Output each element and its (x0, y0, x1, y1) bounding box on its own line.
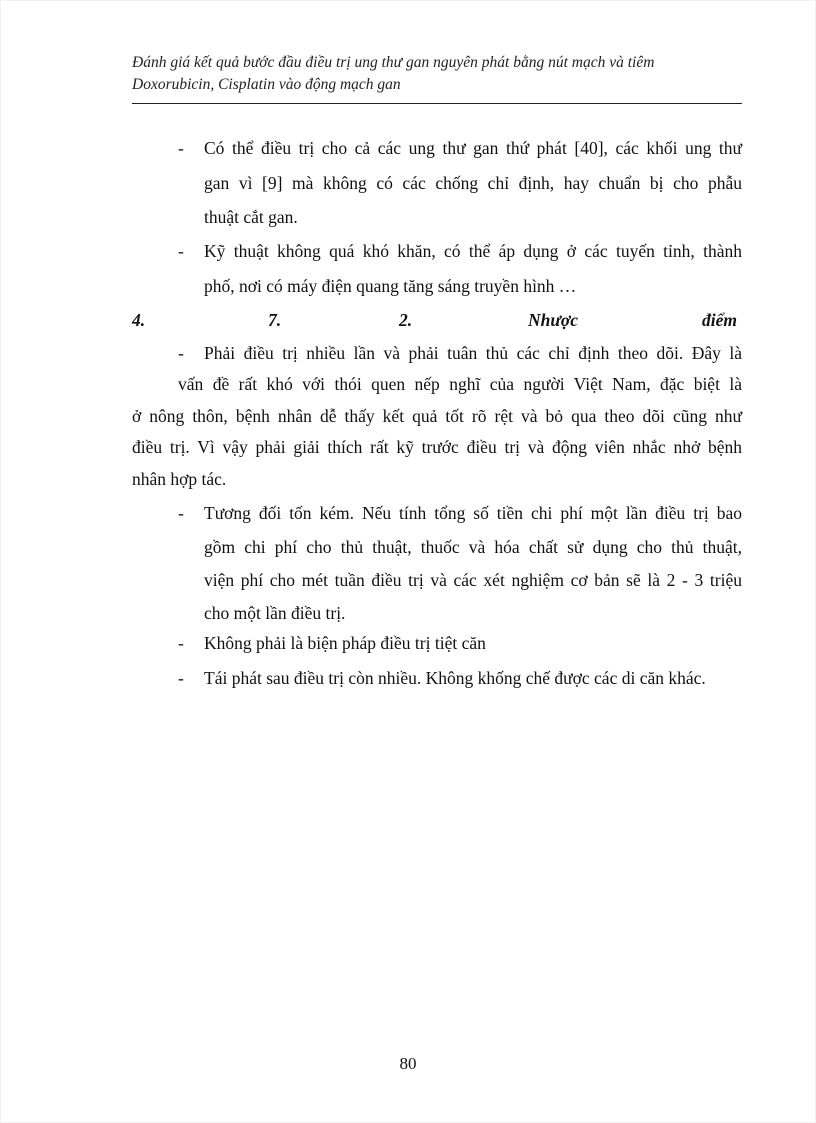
page-number: 80 (399, 1054, 417, 1073)
heading-word-2: điểm (702, 310, 737, 330)
heading-word-1: Nhược (528, 310, 579, 330)
adv-item2-line2: phố, nơi có máy điện quang tăng sáng truyền hình … (204, 276, 577, 296)
dis-item2-line4: cho một lần điều trị. (204, 603, 346, 623)
adv-item1-line3: thuật cắt gan. (204, 207, 298, 227)
dis-item1-line4: điều trị. Vì vậy phải giải thích rất kỹ trước điều trị và động viên nhắc nhở bệnh (132, 437, 742, 457)
adv-item2-line1: Kỹ thuật không quá khó khăn, có thể áp dụng ở các tuyến tỉnh, thành (204, 241, 742, 261)
dis-item3-line1: Không phải là biện pháp điều trị tiệt căn (204, 633, 486, 653)
dis-item1-line1: Phải điều trị nhiều lần và phải tuân thủ các chỉ định theo dõi. Đây là (204, 343, 742, 363)
heading-num-3: 2. (399, 310, 413, 330)
bullet-marker: - (178, 138, 184, 158)
heading-num-2: 7. (268, 310, 282, 330)
bullet-marker: - (178, 241, 184, 261)
heading-num-1: 4. (132, 310, 146, 330)
dis-item2-line2: gồm chi phí cho thủ thuật, thuốc và hóa chất sử dụng cho thủ thuật, (204, 537, 742, 557)
dis-item2-line3: viện phí cho mét tuần điều trị và các xét nghiệm cơ bản sẽ là 2 - 3 triệu (204, 570, 742, 590)
dis-item1-line3: ở nông thôn, bệnh nhân dễ thấy kết quả tốt rõ rệt và bỏ qua theo dõi cũng như (132, 406, 742, 426)
bullet-marker: - (178, 343, 184, 363)
header-line-1: Đánh giá kết quả bước đầu điều trị ung thư gan nguyên phát bằng nút mạch và tiêm (132, 54, 655, 71)
bullet-marker: - (178, 668, 184, 688)
adv-item1-line1: Có thể điều trị cho cả các ung thư gan thứ phát [40], các khối ung thư (204, 138, 742, 158)
header-rule (132, 103, 742, 104)
bullet-marker: - (178, 503, 184, 523)
header-line-2: Doxorubicin, Cisplatin vào động mạch gan (132, 76, 401, 93)
running-header (132, 52, 742, 96)
dis-item2-line1: Tương đối tốn kém. Nếu tính tổng số tiền chi phí một lần điều trị bao (204, 503, 742, 523)
dis-item4-line1: Tái phát sau điều trị còn nhiều. Không khống chế được các di căn khác. (204, 668, 706, 688)
bullet-marker: - (178, 633, 184, 653)
dis-item1-line5: nhân hợp tác. (132, 469, 227, 489)
dis-item1-line2: vấn đề rất khó với thói quen nếp nghĩ của người Việt Nam, đặc biệt là (178, 374, 742, 394)
adv-item1-line2: gan vì [9] mà không có các chống chỉ định, hay chuẩn bị cho phẫu (204, 173, 742, 193)
